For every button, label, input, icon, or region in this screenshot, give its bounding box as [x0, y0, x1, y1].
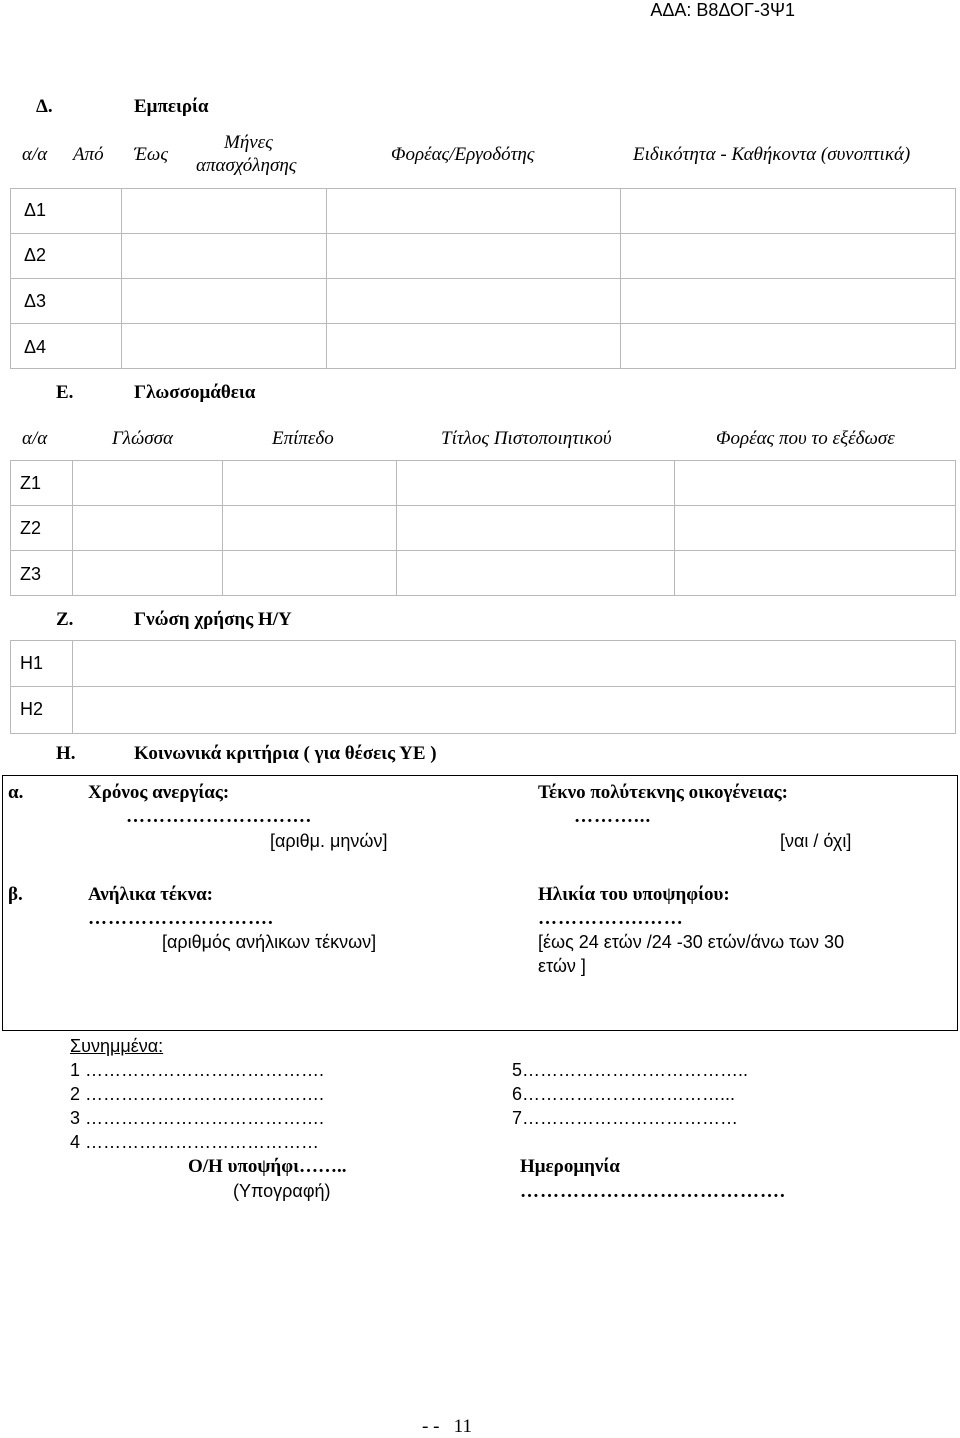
section-d-letter: Δ. — [36, 96, 53, 117]
candidate-age-hint-2: ετών ] — [538, 956, 586, 976]
page-number: - - 11 — [422, 1416, 472, 1437]
unemployment-label: Χρόνος ανεργίας: — [88, 782, 230, 803]
exp-col-from: Από — [73, 144, 104, 165]
unemployment-hint: [αριθμ. μηνών] — [270, 831, 388, 851]
applicant-label: Ο/Η υποψήφι…….. — [188, 1156, 347, 1177]
exp-col-months-1: Μήνες — [224, 132, 273, 153]
exp-col-specialty: Ειδικότητα - Καθήκοντα (συνοπτικά) — [633, 144, 911, 165]
lang-row-label: Ζ2 — [20, 518, 42, 538]
attachment-line[interactable]: 6……………………………... — [512, 1084, 736, 1104]
section-z-letter: Ζ. — [56, 609, 74, 630]
date-field[interactable]: …………………………………. — [520, 1181, 786, 1202]
lang-col-level: Επίπεδο — [272, 428, 334, 449]
large-family-child-field[interactable]: ………... — [574, 806, 652, 827]
date-label: Ημερομηνία — [520, 1156, 620, 1177]
computer-row-label: Η2 — [20, 699, 44, 719]
attachment-line[interactable]: 3 …………………………………. — [70, 1108, 325, 1128]
computer-row-label: Η1 — [20, 653, 44, 673]
lang-col-issuer: Φορέας που το εξέδωσε — [716, 428, 895, 449]
signature-hint: (Υπογραφή) — [233, 1181, 331, 1201]
attachments-title: Συνημμένα: — [70, 1036, 164, 1056]
exp-col-months-2: απασχόλησης — [196, 155, 297, 176]
candidate-age-field[interactable]: …………….…… — [538, 908, 684, 929]
lang-row-label: Ζ3 — [20, 564, 42, 584]
lang-col-certificate: Τίτλος Πιστοποιητικού — [441, 428, 612, 449]
exp-col-to: Έως — [134, 144, 169, 165]
candidate-age-label: Ηλικία του υποψηφίου: — [538, 884, 730, 905]
exp-row-label: Δ3 — [24, 291, 47, 311]
exp-row-label: Δ2 — [24, 245, 47, 265]
section-e-title: Γλωσσομάθεια — [134, 382, 256, 403]
section-e-letter: Ε. — [56, 382, 74, 403]
unemployment-field[interactable]: ………………………. — [126, 806, 312, 827]
lang-col-aa: α/α — [22, 428, 48, 449]
lang-col-language: Γλώσσα — [112, 428, 174, 449]
exp-row-label: Δ1 — [24, 200, 47, 220]
exp-col-aa: α/α — [22, 144, 48, 165]
large-family-child-label: Τέκνο πολύτεκνης οικογένειας: — [538, 782, 788, 803]
exp-row-label: Δ4 — [24, 337, 47, 357]
criterion-a-label: α. — [8, 782, 24, 803]
attachment-line[interactable]: 7……………………………… — [512, 1108, 739, 1128]
minor-children-hint: [αριθμός ανήλικων τέκνων] — [162, 932, 377, 952]
large-family-child-hint: [ναι / όχι] — [780, 831, 852, 851]
attachment-line[interactable]: 1 …………………………………. — [70, 1060, 325, 1080]
section-d-title: Εμπειρία — [134, 96, 209, 117]
lang-row-label: Ζ1 — [20, 473, 42, 493]
attachment-line[interactable]: 2 …………………………………. — [70, 1084, 325, 1104]
attachment-line[interactable]: 4 ………………………………… — [70, 1132, 320, 1152]
minor-children-label: Ανήλικα τέκνα: — [88, 884, 214, 905]
section-h-letter: Η. — [56, 743, 76, 764]
ada-code: ΑΔΑ: Β8ΔΟΓ-3Ψ1 — [650, 0, 795, 20]
attachment-line[interactable]: 5……………………………….. — [512, 1060, 749, 1080]
candidate-age-hint-1: [έως 24 ετών /24 -30 ετών/άνω των 30 — [538, 932, 845, 952]
section-h-title: Κοινωνικά κριτήρια ( για θέσεις ΥΕ ) — [134, 743, 437, 764]
criterion-b-label: β. — [8, 884, 23, 905]
exp-col-employer: Φορέας/Εργοδότης — [391, 144, 535, 165]
section-z-title: Γνώση χρήσης Η/Υ — [134, 609, 292, 630]
minor-children-field[interactable]: ………………………. — [88, 908, 274, 929]
